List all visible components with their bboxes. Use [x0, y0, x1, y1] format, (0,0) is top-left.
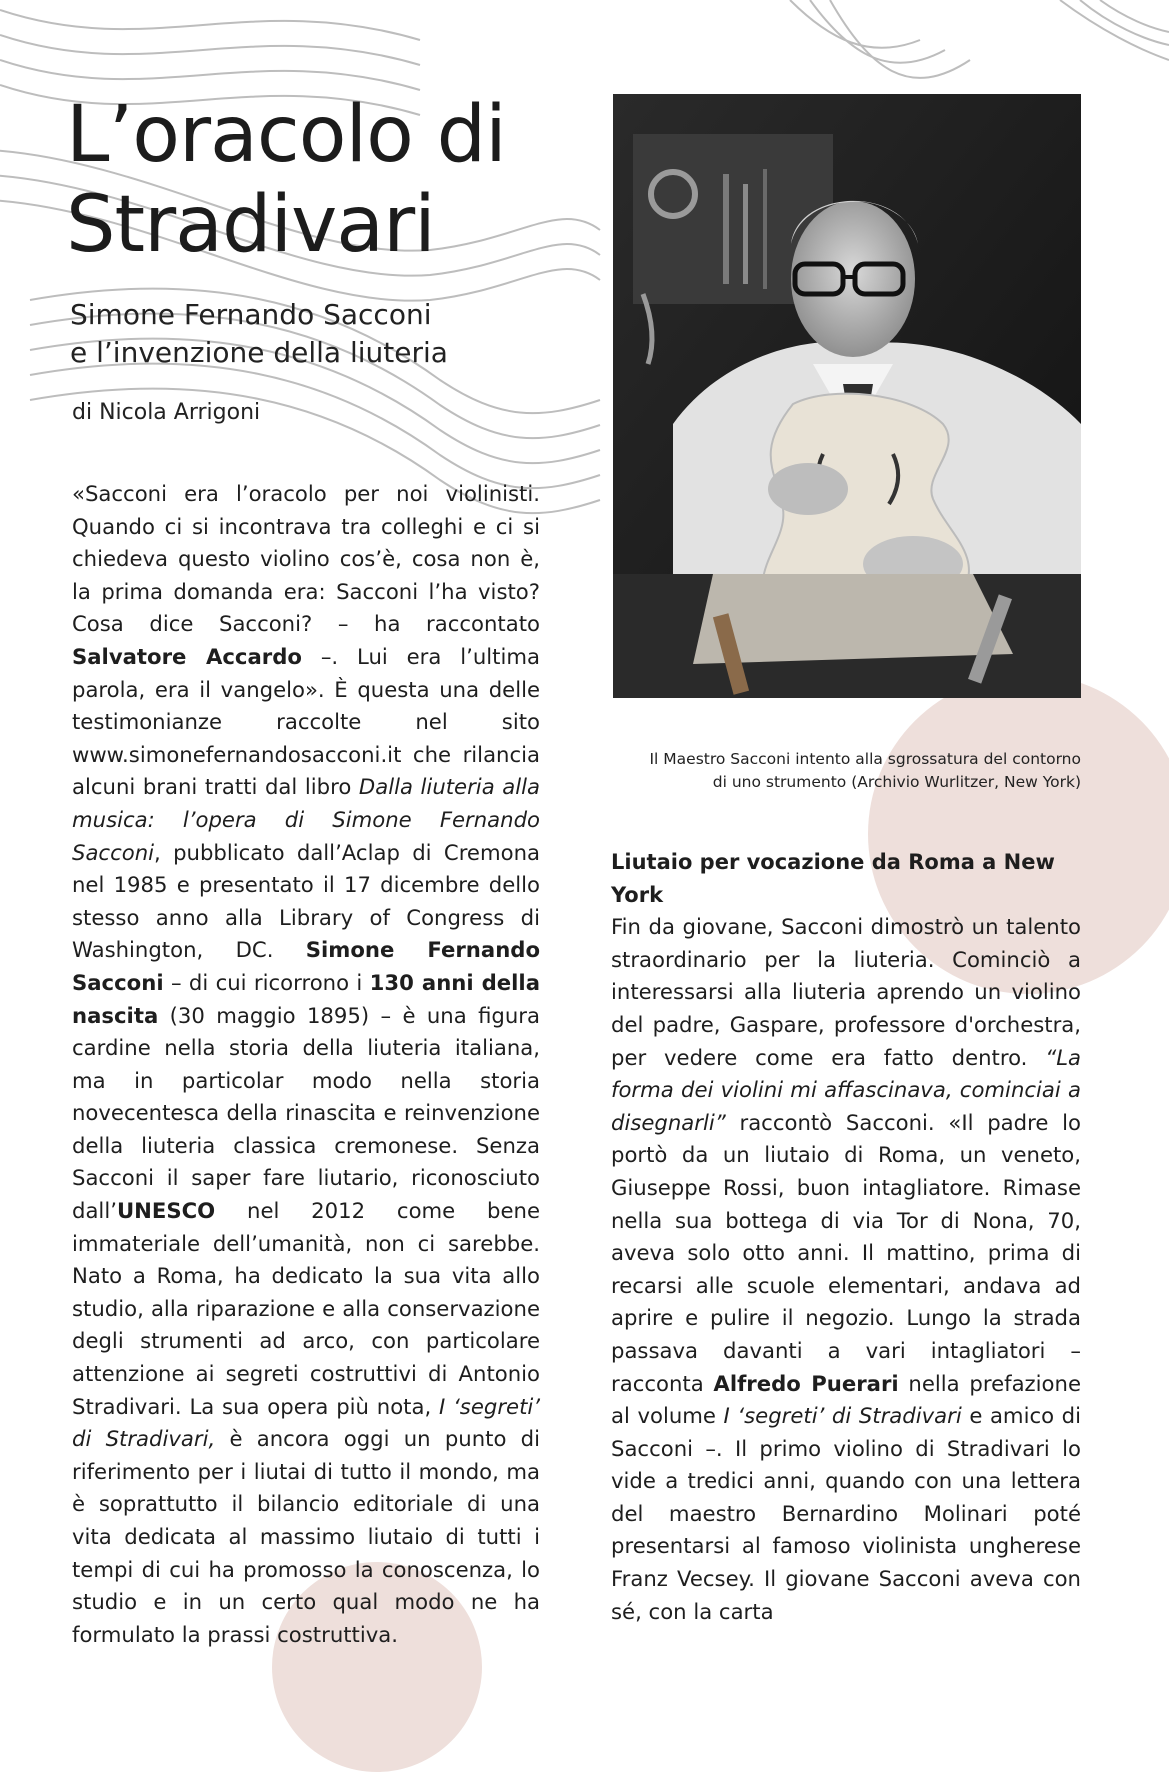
sacconi-quote: “La forma dei violini mi affascinava, cominciai a disegnarli” [611, 1044, 1081, 1135]
subtitle-line-2: e l’invenzione della liuteria [70, 336, 448, 369]
article-title [66, 90, 506, 270]
title-line-1: L’oracolo di [66, 90, 506, 180]
sacconi-workshop-photo [613, 94, 1081, 698]
section-heading: Liutaio per vocazione da Roma a New York [611, 850, 1055, 907]
book-title-dalla-liuteria: Dalla liuteria alla musica: l’opera di Simone Fernando Sacconi [72, 774, 540, 865]
photo-illustration [613, 94, 1081, 698]
name-sacconi: Simone Fernando Sacconi [72, 937, 540, 995]
author-byline: di Nicola Arrigoni [72, 400, 261, 425]
caption-line-1: Il Maestro Sacconi intento alla sgrossatura del contorno [649, 750, 1081, 768]
book-title-segreti: I ‘segreti’ di Stradivari, [72, 1393, 540, 1452]
name-alfredo-puerari: Alfredo Puerari [713, 1370, 899, 1396]
name-salvatore-accardo: Salvatore Accardo [72, 643, 302, 669]
right-column [611, 846, 1081, 1628]
unesco-highlight: UNESCO [116, 1198, 216, 1224]
caption-line-2: di uno strumento (Archivio Wurlitzer, New York) [712, 773, 1081, 791]
subtitle-line-1: Simone Fernando Sacconi [70, 298, 432, 331]
anniversary-highlight: 130 anni della nascita [72, 969, 540, 1028]
book-title-segreti-right: I ‘segreti’ di Stradivari [723, 1403, 962, 1429]
left-column-body: «Sacconi era l’oracolo per noi violinisti. Quando ci si incontrava tra colleghi e ci si chiedeva questo violino cos’è, cosa non è, la prima domanda era: Sacconi l’ha visto? Cosa dice Sacconi? – ha raccontato Salvatore Accardo –. Lui era l’ultima parola, era il vangelo». È questa una delle testimonianze raccolte nel sito www.simonefernandosacconi.it che rilancia alcuni brani tratti dal libro Dalla liuteria alla musica: l’opera di Simone Fernando Sacconi, pubblicato dall’Aclap di Cremona nel 1985 e presentato il 17 dicembre dello stesso anno alla Library of Congress di Washington, DC. Simone Fernando Sacconi – di cui ricorrono i 130 anni della nascita (30 maggio 1895) – è una figura cardine nella storia della liuteria italiana, ma in particolar modo nella storia novecentesca della rinascita e reinvenzione della liuteria classica cremonese. Senza Sacconi il saper fare liutario, riconosciuto dall’UNESCO nel 2012 come bene immateriale dell’umanità, non ci sarebbe. Nato a Roma, ha dedicato la sua vita allo studio, alla riparazione e alla conservazione degli strumenti ad arco, con particolare attenzione ai segreti costruttivi di Antonio Stradivari. La sua opera più nota, I ‘segreti’ di Stradivari, è ancora oggi un punto di riferimento per i liutai di tutto il mondo, ma è soprattutto il bilancio editoriale di una vita dedicata al massimo liutaio di tutti i tempi di cui ha promosso la conoscenza, lo studio e in un certo qual modo ne ha formulato la prassi costruttiva. [72, 481, 540, 1647]
right-column-body: Fin da giovane, Sacconi dimostrò un talento straordinario per la liuteria. Cominciò a interessarsi alla liuteria aprendo un violino del padre, Gaspare, professore d'orchestra, per vedere come era fatto dentro. “La forma dei violini mi affascinava, cominciai a disegnarli” raccontò Sacconi. «Il padre lo portò da un liutaio di Roma, un veneto, Giuseppe Rossi, buon intagliatore. Rimase nella sua bottega di via Tor di Nona, 70, aveva solo otto anni. Il mattino, prima di recarsi alle scuole elementari, andava ad aprire e pulire il negozio. Lungo la strada passava davanti a vari intagliatori – racconta Alfredo Puerari nella prefazione al volume I ‘segreti’ di Stradivari e amico di Sacconi –. Il primo violino di Stradivari lo vide a tredici anni, quando con una lettera del maestro Bernardino Molinari poté presentarsi al famoso violinista ungherese Franz Vecsey. Il giovane Sacconi aveva con sé, con la carta [611, 914, 1081, 1624]
title-line-2: Stradivari [66, 180, 435, 270]
photo-caption [613, 748, 1081, 794]
article-subtitle [70, 296, 448, 372]
